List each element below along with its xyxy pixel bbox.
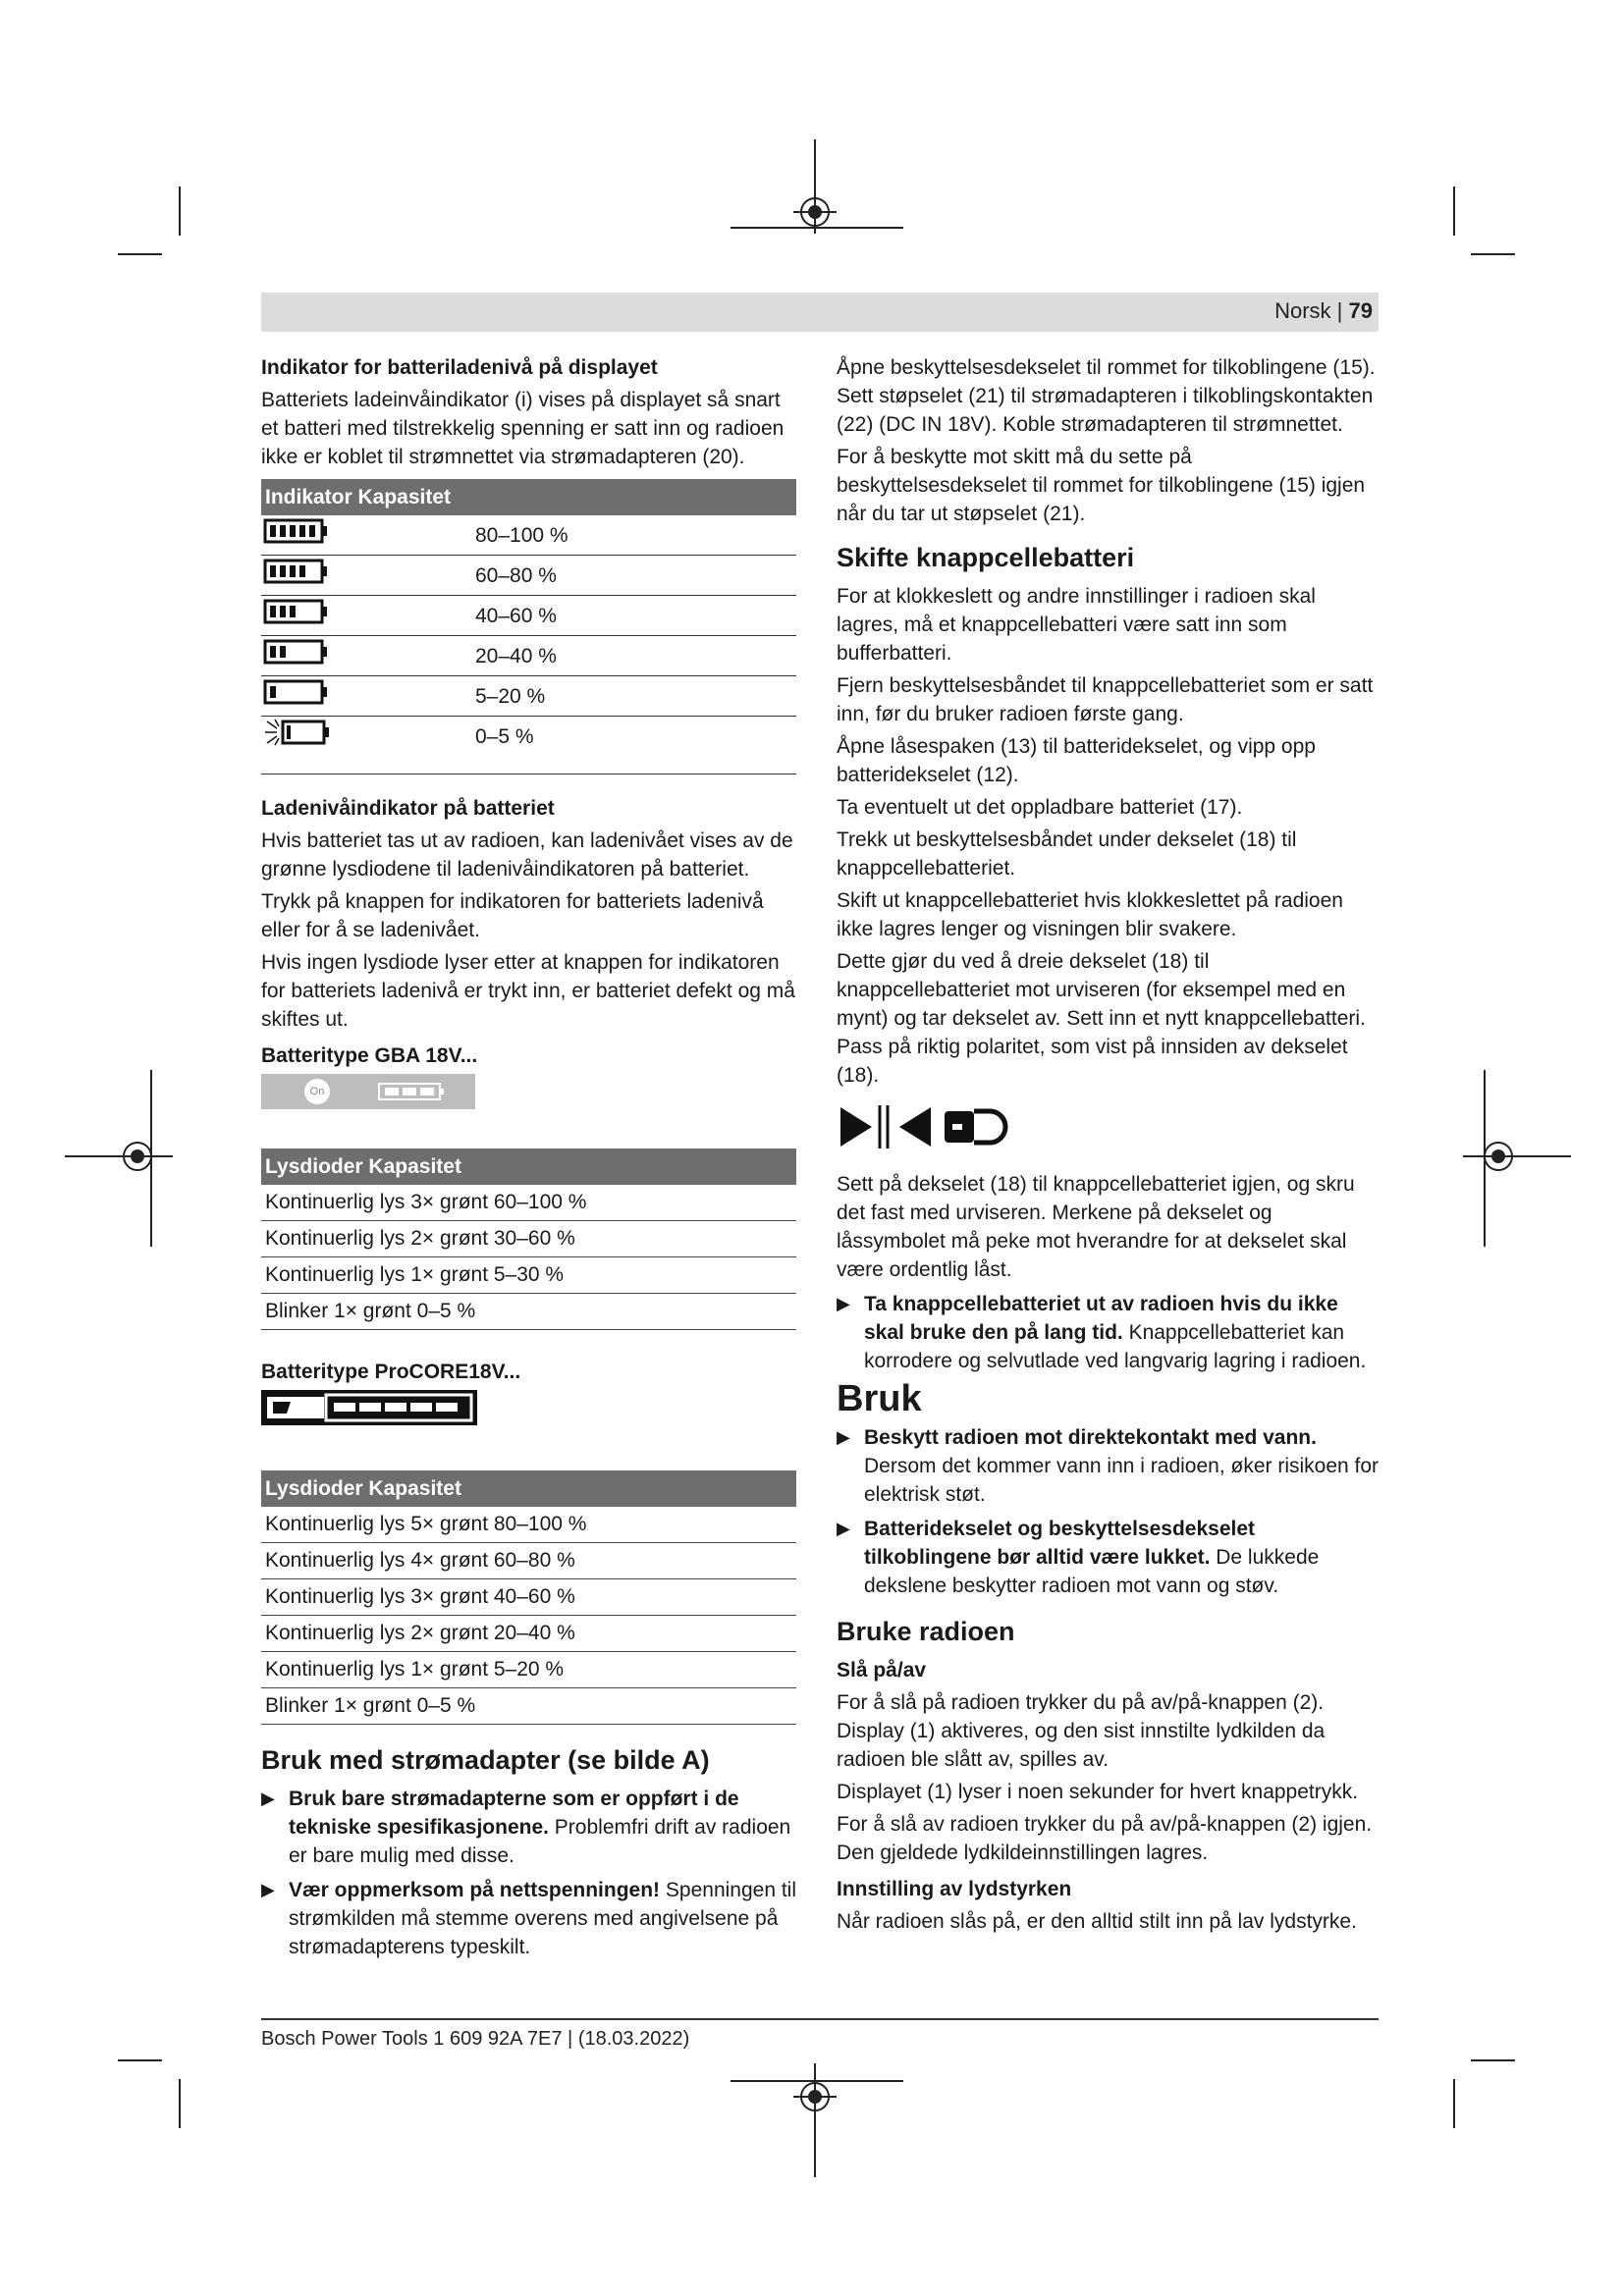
capacity-value: 80–100 % xyxy=(475,523,568,547)
triangle-bullet-icon: ▶ xyxy=(837,1519,850,1538)
procore-battery-graphic xyxy=(261,1390,477,1425)
coin-p8: Sett på dekselet (18) til knappcellebatteriet igjen, og skru det fast med urviseren. Merkene på dekselet og låssymbolet må peke mot hverandre for at dekselet skal være ordentlig låst. xyxy=(837,1173,1355,1281)
capacity-row xyxy=(261,556,796,596)
footer: Bosch Power Tools 1 609 92A 7E7 | (18.03.2022) xyxy=(261,2028,690,2050)
onoff-p1: For å slå på radioen trykker du på av/på-knappen (2). Display (1) aktiveres, og den sist innstilte lydkilden da radioen ble slått av, spilles av. xyxy=(837,1691,1326,1771)
battery-1-bar-icon xyxy=(261,677,475,715)
battery-indicator-p1: Hvis batteriet tas ut av radioen, kan ladenivået vises av de grønne lysdiodene til ladenivåindikatoren på batteriet. xyxy=(261,829,793,881)
led-table-row: Kontinuerlig lys 2× grønt 20–40 % xyxy=(261,1616,796,1652)
triangle-bullet-icon: ▶ xyxy=(261,1789,275,1808)
use-radio-heading: Bruke radioen xyxy=(837,1617,1015,1646)
crop-mark xyxy=(1471,253,1515,255)
battery-3-bars-icon xyxy=(261,597,475,634)
adapter-bullet-2-bold: Vær oppmerksom på nettspenningen! xyxy=(289,1879,661,1901)
coin-p4: Ta eventuelt ut det oppladbare batteriet (17). xyxy=(837,796,1243,819)
triangle-bullet-icon: ▶ xyxy=(837,1294,850,1313)
procore-table xyxy=(261,1507,796,1725)
crop-mark xyxy=(1453,187,1455,236)
onoff-p3: For å slå av radioen trykker du på av/på-knappen (2) igjen. Den gjeldede lydkildeinnstillingen lagres. xyxy=(837,1813,1373,1864)
coin-cell-heading: Skifte knappcellebatteri xyxy=(837,543,1135,572)
registration-mark-right xyxy=(1463,1070,1571,1247)
led-table-row: Kontinuerlig lys 2× grønt 30–60 % xyxy=(261,1221,796,1257)
registration-mark-left xyxy=(65,1070,173,1247)
led-table-row: Kontinuerlig lys 1× grønt 5–30 % xyxy=(261,1257,796,1294)
on-button-icon xyxy=(304,1079,330,1104)
crop-mark xyxy=(118,253,162,255)
crop-mark xyxy=(118,2059,162,2061)
volume-p1: Når radioen slås på, er den alltid stilt inn på lav lydstyrke. xyxy=(837,1910,1357,1933)
adapter-heading: Bruk med strømadapter (se bilde A) xyxy=(261,1745,710,1775)
battery-4-bars-icon xyxy=(261,557,475,594)
registration-mark-top xyxy=(729,137,905,236)
adapter-connect-text: Åpne beskyttelsesdekselet til rommet for tilkoblingene (15). Sett støpselet (21) til strømadapteren i tilkoblingskontakten (22) (DC IN 18V). Koble strømadapteren til strømnettet. xyxy=(837,356,1376,436)
capacity-row xyxy=(261,717,796,756)
coin-warning-text: Knappcellebatteriet kan korrodere og selvutlade ved langvarig lagring i radioen. xyxy=(864,1321,1367,1372)
bruk-bullet-2 xyxy=(837,1515,1381,1600)
gba-heading: Batteritype GBA 18V... xyxy=(261,1044,478,1067)
page-number: 79 xyxy=(1348,298,1373,323)
adapter-bullet-1 xyxy=(261,1785,796,1870)
display-indicator-text: Batteriets ladeinvåindikator (i) vises på displayet så snart et batteri med tilstrekkelig spenning er satt inn og radioen ikke er koblet til strømnettet via strømadapteren (20). xyxy=(261,389,785,468)
led-table-row: Kontinuerlig lys 3× grønt 40–60 % xyxy=(261,1579,796,1616)
adapter-bullet-2-text: Spenningen til strømkilden må stemme overens med angivelsene på strømadapterens typeskilt. xyxy=(289,1879,797,1958)
crop-mark xyxy=(1471,2059,1515,2061)
adapter-bullet-1-bold: Bruk bare strømadapterne som er oppført i de tekniske spesifikasjonene. xyxy=(289,1788,739,1839)
led-table-row: Kontinuerlig lys 1× grønt 5–20 % xyxy=(261,1652,796,1688)
led-table-row: Blinker 1× grønt 0–5 % xyxy=(261,1294,796,1330)
adapter-bullet-1-text: Problemfri drift av radioen er bare mulig med disse. xyxy=(289,1816,791,1867)
capacity-row xyxy=(261,596,796,636)
gba-battery-graphic xyxy=(261,1074,475,1109)
battery-indicator-p3: Hvis ingen lysdiode lyser etter at knappen for indikatoren for batteriets ladenivå er trykt inn, er batteriet defekt og må skiftes ut. xyxy=(261,951,795,1031)
coin-p6: Skift ut knappcellebatteriet hvis klokkeslettet på radioen ikke lagres lenger og visningen blir svakere. xyxy=(837,889,1343,940)
volume-heading: Innstilling av lydstyrken xyxy=(837,1878,1072,1900)
capacity-row xyxy=(261,676,796,717)
lock-symbol-icon xyxy=(837,1097,1023,1156)
bruk-bullet-1 xyxy=(837,1423,1381,1509)
led-table-row: Blinker 1× grønt 0–5 % xyxy=(261,1688,796,1725)
capacity-table xyxy=(261,515,796,756)
procore-heading: Batteritype ProCORE18V... xyxy=(261,1361,521,1383)
gba-led-icon xyxy=(377,1081,446,1102)
left-column xyxy=(261,353,796,1967)
led-table-row: Kontinuerlig lys 5× grønt 80–100 % xyxy=(261,1507,796,1543)
capacity-value: 40–60 % xyxy=(475,604,557,627)
crop-mark xyxy=(179,187,181,236)
crop-mark xyxy=(179,2079,181,2128)
coin-p7: Dette gjør du ved å dreie dekselet (18) til knappcellebatteriet mot urviseren (for eksempel med en mynt) og tar dekselet av. Sett inn et nytt knappcellebatteri. Pass på riktig polaritet, som vist på innsiden av dekselet (18). xyxy=(837,950,1366,1087)
gba-table-header: Lysdioder Kapasitet xyxy=(261,1148,796,1185)
coin-warning-bold: Ta knappcellebatteriet ut av radioen hvis du ikke skal bruke den på lang tid. xyxy=(864,1293,1338,1344)
page-header xyxy=(261,293,1379,332)
coin-p3: Åpne låsespaken (13) til batteridekselet, og vipp opp batteridekselet (12). xyxy=(837,735,1316,786)
coin-p5: Trekk ut beskyttelsesbåndet under dekselet (18) til knappcellebatteriet. xyxy=(837,828,1297,880)
procore-table-header: Lysdioder Kapasitet xyxy=(261,1470,796,1507)
capacity-row xyxy=(261,636,796,676)
display-indicator-heading: Indikator for batteriladenivå på displayet xyxy=(261,356,658,379)
on-button-label: On xyxy=(309,1085,325,1097)
gba-table xyxy=(261,1185,796,1330)
capacity-value: 0–5 % xyxy=(475,724,534,748)
battery-2-bars-icon xyxy=(261,637,475,674)
header-section: Norsk xyxy=(1274,298,1331,323)
bruk-heading: Bruk xyxy=(837,1378,922,1419)
triangle-bullet-icon: ▶ xyxy=(837,1427,850,1447)
bruk-bullet-1-text: Dersom det kommer vann inn i radioen, øker risikoen for elektrisk støt. xyxy=(864,1455,1380,1506)
registration-mark-bottom xyxy=(729,2061,905,2179)
led-table-row: Kontinuerlig lys 3× grønt 60–100 % xyxy=(261,1185,796,1221)
adapter-protect-text: For å beskytte mot skitt må du sette på beskyttelsesdekselet til rommet for tilkoblingene (15) igjen når du tar ut støpselet (21). xyxy=(837,446,1366,525)
bruk-bullet-2-bold: Batteridekselet og beskyttelsesdekselet tilkoblingene bør alltid være lukket. xyxy=(864,1518,1256,1569)
triangle-bullet-icon: ▶ xyxy=(261,1880,275,1899)
right-column xyxy=(837,353,1381,1940)
capacity-value: 60–80 % xyxy=(475,563,557,587)
bruk-bullet-2-text: De lukkede dekslene beskytter radioen mot vann og støv. xyxy=(864,1546,1320,1597)
crop-mark xyxy=(1453,2079,1455,2128)
capacity-value: 20–40 % xyxy=(475,644,557,667)
onoff-p2: Displayet (1) lyser i noen sekunder for hvert knappetrykk. xyxy=(837,1781,1359,1803)
battery-blinking-icon xyxy=(261,718,475,755)
capacity-row xyxy=(261,515,796,556)
capacity-value: 5–20 % xyxy=(475,684,546,708)
capacity-table-header: Indikator Kapasitet xyxy=(261,479,796,515)
adapter-bullet-2 xyxy=(261,1876,796,1961)
coin-p1: For at klokkeslett og andre innstillinger i radioen skal lagres, må et knappcellebatteri være satt inn som bufferbatteri. xyxy=(837,585,1316,665)
coin-warning xyxy=(837,1290,1381,1375)
footer-divider xyxy=(261,2018,1379,2020)
coin-p2: Fjern beskyttelsesbåndet til knappcellebatteriet som er satt inn, før du bruker radioen første gang. xyxy=(837,674,1374,725)
battery-indicator-heading: Ladenivåindikator på batteriet xyxy=(261,797,555,820)
led-table-row: Kontinuerlig lys 4× grønt 60–80 % xyxy=(261,1543,796,1579)
battery-indicator-p2: Trykk på knappen for indikatoren for batteriets ladenivå eller for å se ladenivået. xyxy=(261,890,764,941)
onoff-heading: Slå på/av xyxy=(837,1659,927,1682)
bruk-bullet-1-bold: Beskytt radioen mot direktekontakt med vann. xyxy=(864,1426,1317,1449)
header-label: Norsk | 79 xyxy=(1274,298,1373,323)
battery-5-bars-icon xyxy=(261,516,475,554)
